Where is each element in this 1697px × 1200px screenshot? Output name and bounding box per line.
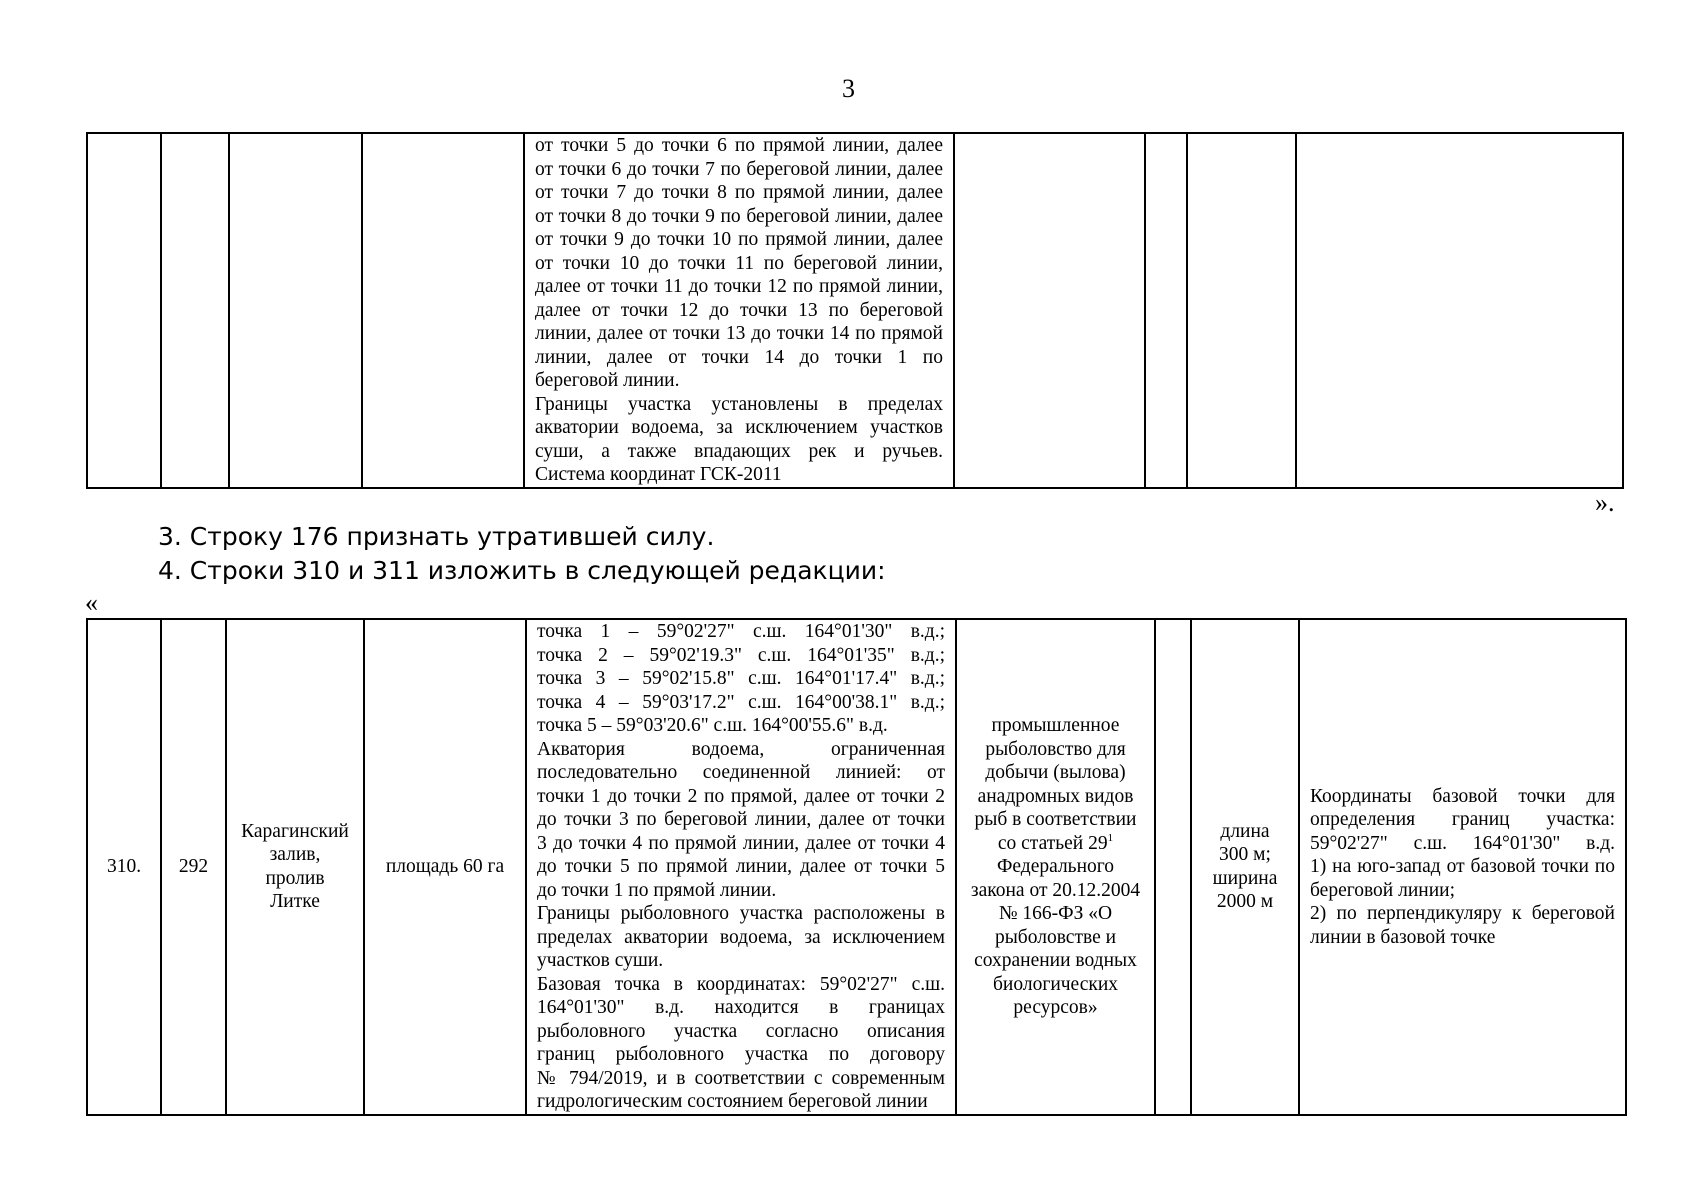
description-line: Границы рыболовного участка расположены в: [537, 903, 945, 924]
description-text: [527, 620, 955, 1114]
cell-area: площадь 60 га: [364, 619, 526, 1115]
table-amended-rows: [86, 618, 1627, 1116]
location-line: пролив: [265, 867, 325, 889]
description-line: границ рыболовного участка по договору: [537, 1044, 945, 1065]
description-line: точка 4 – 59°03'17.2" с.ш. 164°00'38.1" в.д.;: [537, 691, 945, 713]
description-line: точка 2 – 59°02'19.3" с.ш. 164°01'35" в.д.;: [537, 644, 945, 666]
cell-purpose: [954, 133, 1145, 488]
description-line: от точки 5 до точки 6 по прямой линии, далее: [535, 135, 943, 156]
purpose-line: биологических: [992, 973, 1119, 995]
purpose-line: со статьей $29^1$: [997, 831, 1114, 854]
conditions-line: Координаты базовой точки для: [1310, 785, 1615, 807]
description-text: [525, 134, 953, 487]
cell-size: [1191, 619, 1299, 1115]
conditions-line: 2) по перпендикуляру к береговой: [1310, 903, 1615, 924]
cell-blank: [1155, 619, 1191, 1115]
purpose-line: рыболовство для: [985, 738, 1126, 760]
purpose-line: рыболовстве и: [994, 926, 1117, 948]
description-line: до точки 5 по прямой линии, далее от точки 5: [537, 856, 945, 877]
description-line: № 794/2019, и в соответствии с современным: [537, 1067, 945, 1089]
cell-purpose: [956, 619, 1155, 1115]
description-line: 164°01'30" в.д. находится в границах: [537, 997, 945, 1018]
instruction-4: 4. Строки 310 и 311 изложить в следующей редакции:: [158, 556, 886, 585]
size-line: 2000 м: [1216, 891, 1274, 913]
description-line: точка 5 – 59°03'20.6" с.ш. 164°00'55.6" в.д.: [537, 715, 888, 736]
conditions-text: [1300, 785, 1625, 950]
cell-area: [362, 133, 524, 488]
description-line: береговой линии.: [535, 370, 680, 391]
description-line: точка 3 – 59°02'15.8" с.ш. 164°01'17.4" в.д.;: [537, 668, 945, 689]
cell-location: [229, 133, 362, 488]
description-line: Акватория водоема, ограниченная: [537, 738, 945, 760]
description-line: суши, а также впадающих рек и ручьев.: [535, 440, 943, 462]
cell-conditions: [1296, 133, 1623, 488]
purpose-line: закона от 20.12.2004: [970, 879, 1141, 901]
description-line: от точки 10 до точки 11 по береговой линии,: [535, 252, 943, 274]
location-line: Литке: [270, 891, 320, 913]
description-line: от точки 9 до точки 10 по прямой линии, далее: [535, 229, 943, 250]
closing-quote: ».: [1595, 488, 1615, 517]
description-line: Базовая точка в координатах: 59°02'27" с.ш.: [537, 973, 945, 995]
purpose-line: № 166-ФЗ «О: [998, 903, 1113, 924]
purpose-line: добычи (вылова): [985, 762, 1126, 783]
purpose-line: ресурсов»: [1013, 997, 1098, 1018]
description-line: далее от точки 12 до точки 13 по береговой: [535, 299, 943, 321]
purpose-line: рыб в соответствии: [974, 809, 1137, 830]
description-line: от точки 8 до точки 9 по береговой линии, далее: [535, 205, 943, 227]
cell-number: [87, 133, 161, 488]
size-line: ширина: [1212, 867, 1278, 889]
purpose-line: анадромных видов: [977, 785, 1134, 807]
table-row: [87, 133, 1623, 488]
description-line: точка 1 – 59°02'27" с.ш. 164°01'30" в.д.;: [537, 621, 945, 642]
description-line: последовательно соединенной линией: от: [537, 762, 945, 783]
description-line: до точки 1 по прямой линии.: [537, 879, 777, 901]
cell-blank: [1145, 133, 1187, 488]
description-line: до точки 3 по береговой линии, далее от точки: [537, 809, 945, 830]
conditions-line: 1) на юго-запад от базовой точки по: [1310, 856, 1615, 877]
instruction-3: 3. Строку 176 признать утратившей силу.: [158, 522, 715, 551]
conditions-line: береговой линии;: [1310, 879, 1456, 901]
location-line: Карагинский: [241, 820, 349, 842]
cell-number: 310.: [87, 619, 161, 1115]
cell-description: [526, 619, 956, 1115]
description-line: 3 до точки 4 по прямой линии, далее от точки 4: [537, 832, 945, 854]
description-line: точки 1 до точки 2 по прямой, далее от точки 2: [537, 785, 945, 807]
purpose-line: промышленное: [991, 715, 1120, 736]
page-number: 3: [842, 74, 855, 103]
conditions-line: линии в базовой точке: [1310, 926, 1496, 948]
cell-code: 292: [161, 619, 226, 1115]
purpose-line: сохранении водных: [974, 950, 1137, 971]
description-line: Система координат ГСК-2011: [535, 464, 782, 485]
description-line: пределах акватории водоема, за исключением: [537, 926, 945, 948]
opening-quote: «: [85, 588, 98, 617]
cell-size: [1187, 133, 1296, 488]
cell-location: [226, 619, 364, 1115]
conditions-line: 59°02'27" с.ш. 164°01'30" в.д.: [1310, 832, 1615, 854]
cell-code: [161, 133, 229, 488]
description-line: линии, далее от точки 13 до точки 14 по прямой: [535, 323, 943, 344]
description-line: от точки 7 до точки 8 по прямой линии, далее: [535, 182, 943, 203]
location-line: залив,: [269, 844, 321, 866]
table-row: [87, 619, 1626, 1115]
cell-conditions: [1299, 619, 1626, 1115]
location-text: [227, 820, 363, 914]
description-line: участков суши.: [537, 950, 664, 971]
description-line: Границы участка установлены в пределах: [535, 393, 943, 415]
table-continuation: [86, 132, 1624, 489]
description-line: далее от точки 11 до точки 12 по прямой линии,: [535, 276, 943, 297]
conditions-line: определения границ участка:: [1310, 809, 1615, 830]
size-line: длина: [1220, 820, 1270, 842]
cell-description: [524, 133, 954, 488]
size-text: [1192, 820, 1298, 914]
size-line: 300 м;: [1219, 844, 1271, 866]
description-line: линии, далее от точки 14 до точки 1 по: [535, 346, 943, 368]
footnote-superscript: 1: [1107, 831, 1114, 844]
description-line: гидрологическим состоянием береговой линии: [537, 1091, 928, 1112]
purpose-line: Федерального: [996, 856, 1115, 877]
purpose-text: [957, 714, 1154, 1020]
description-line: рыболовного участка согласно описания: [537, 1020, 945, 1042]
description-line: от точки 6 до точки 7 по береговой линии, далее: [535, 158, 943, 180]
description-line: акватории водоема, за исключением участков: [535, 417, 943, 438]
